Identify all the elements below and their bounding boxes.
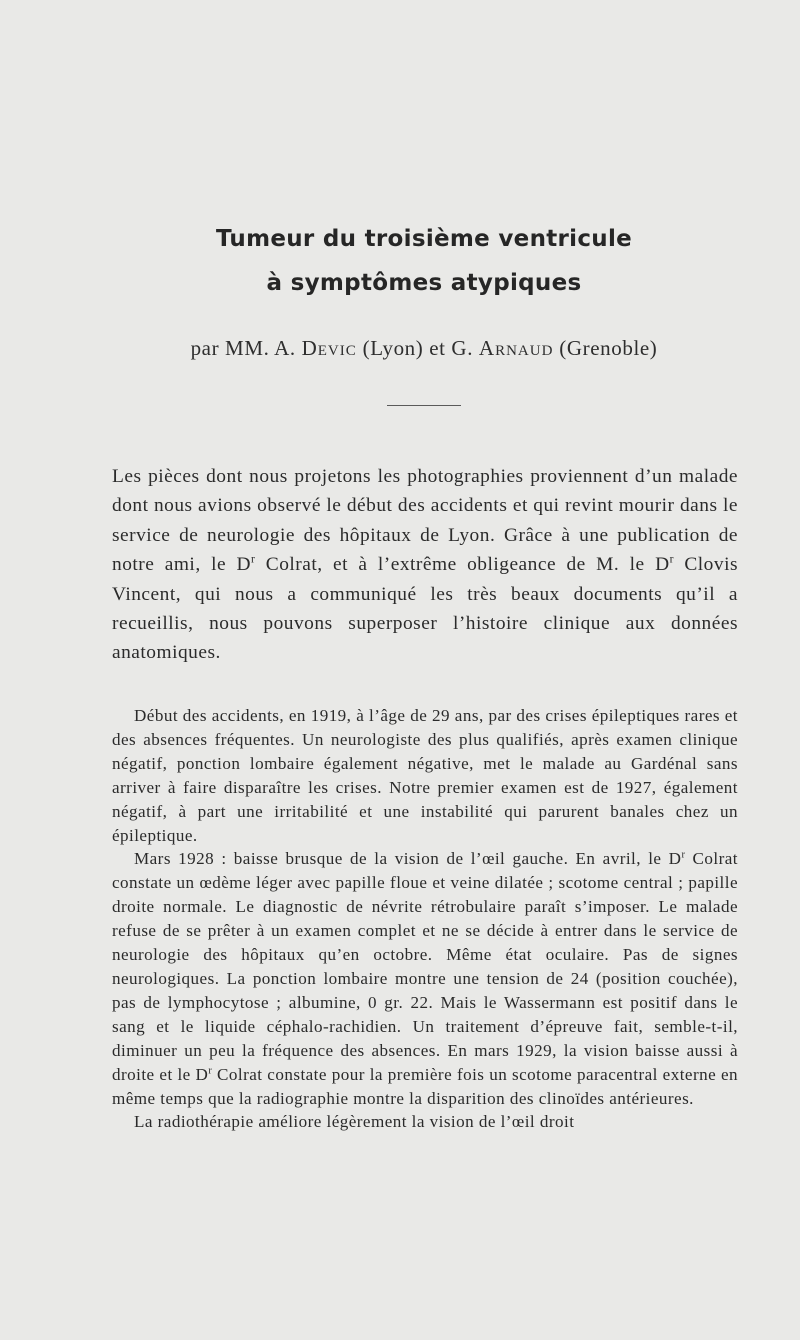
p2-text-1: Mars 1928 : baisse brusque de la vision de l’œil gauche. En avril, le D xyxy=(134,849,682,869)
p2-text-2: Colrat constate un œdème léger avec papille floue et veine dilatée ; scotome central ; papille droite normale. Le diagnostic de névrite rétrobulaire paraît s’imposer. Le malade refuse de se prêter à un examen complet et ne se décide à entrer dans le service de neurologie des hôpitaux qu’en octobre. Même état oculaire. Pas de signes neurologiques. La ponction lombaire montre une tension de 24 (position couchée), pas de lymphocytose ; albumine, 0 gr. 22. Mais le Wassermann est positif dans le sang et le liquide céphalo-rachidien. Un traitement d’épreuve fait, semble-t-il, diminuer un peu la fréquence des absences. En mars 1929, la vision baisse aussi à droite et le D xyxy=(112,849,738,1084)
authors-line xyxy=(0,336,800,361)
intro-text-1: Les pièces dont nous projetons les photographies proviennent d’un malade dont nous avions observé le début des accidents et qui revint mourir dans le service de neurologie des hôpitaux de Lyon. Grâce à une publication de notre ami, le D xyxy=(112,466,738,576)
title-divider xyxy=(387,405,461,406)
author-1-place: (Lyon) et G. xyxy=(356,336,479,360)
p2-text-3: Colrat constate pour la première fois un scotome paracentral externe en même temps que la radiographie montre la disparition des clinoïdes antérieures. xyxy=(112,1064,738,1108)
superscript: r xyxy=(208,1064,213,1076)
superscript: r xyxy=(681,849,686,861)
superscript: r xyxy=(669,552,674,566)
author-1-name: Devic xyxy=(301,336,357,360)
body-paragraph-3: La radiothérapie améliore légèrement la vision de l’œil droit xyxy=(134,1112,575,1132)
body-text xyxy=(112,704,738,1134)
article-title-line-2: à symptômes atypiques xyxy=(266,270,582,296)
body-paragraph-1: Début des accidents, en 1919, à l’âge de 29 ans, par des crises épileptiques rares et des absences fréquentes. Un neurologiste des plus qualifiés, après examen clinique négatif, ponction lombaire également négative, met le malade au Gardénal sans arriver à faire disparaître les crises. Notre premier examen est de 1927, également négatif, à part une irritabilité et une instabilité qui parurent banales chez un épileptique. xyxy=(112,706,738,845)
intro-text-3: Clovis Vincent, qui nous a communiqué les très beaux documents qu’il a recueillis, nous pouvons superposer l’histoire clinique aux données anatomiques. xyxy=(112,554,739,664)
intro-text-2: Colrat, et à l’extrême obligeance de M. le D xyxy=(255,554,670,576)
author-2-place: (Grenoble) xyxy=(553,336,658,360)
author-2-name: Arnaud xyxy=(478,336,554,360)
authors-prefix: par MM. A. xyxy=(190,336,302,360)
article-title-line-1: Tumeur du troisième ventricule xyxy=(215,226,633,252)
superscript: r xyxy=(250,552,256,566)
body-paragraph-2 xyxy=(112,847,738,1110)
intro-paragraph xyxy=(112,462,738,668)
